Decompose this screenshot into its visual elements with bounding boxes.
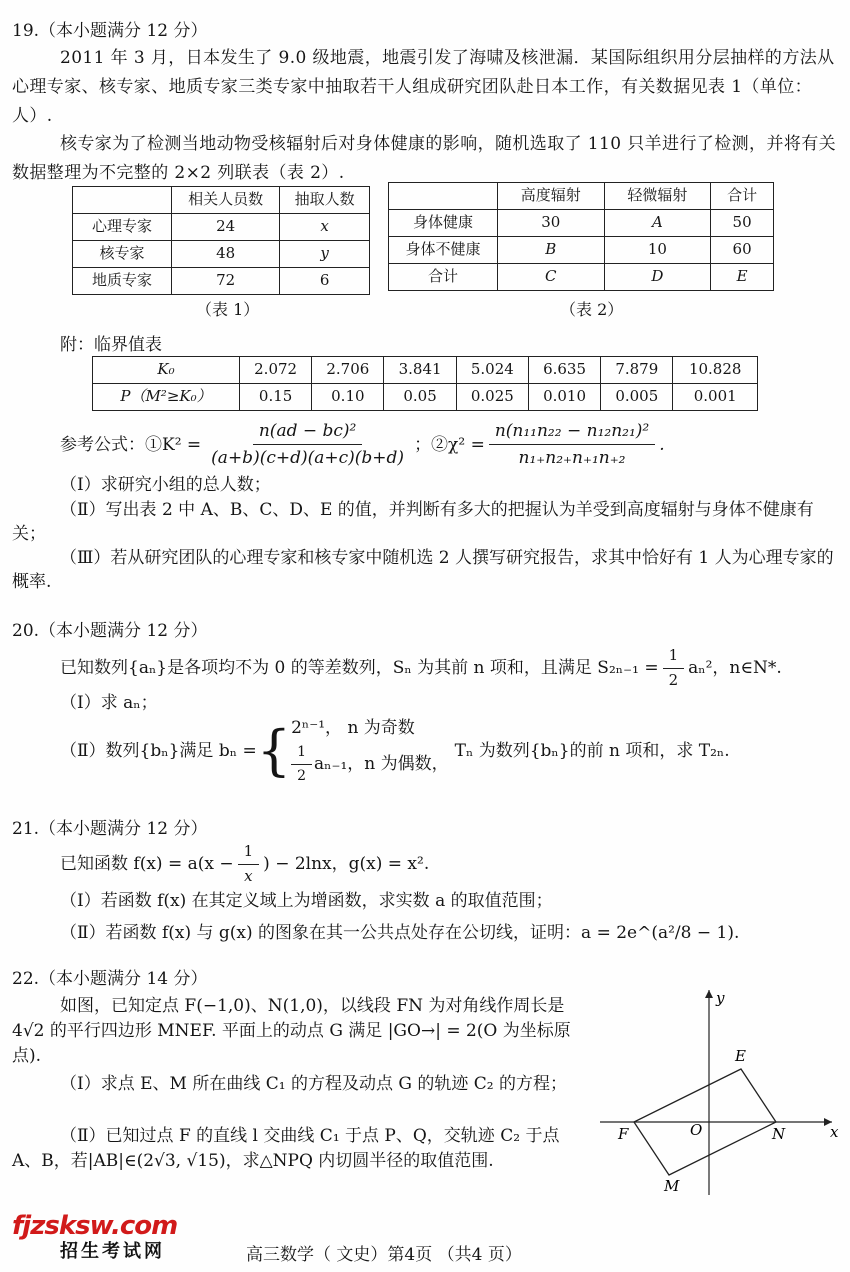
table-cell: 10 [604,237,711,264]
site-logo-subtitle: 招生考试网 [60,1241,165,1262]
table-cell: 2.072 [240,357,312,384]
table-cell: 3.841 [384,357,456,384]
table-cell: 2.706 [312,357,384,384]
fraction-numerator: 1 [663,646,685,669]
formula-2-denominator: n₁₊n₂₊n₊₁n₊₂ [518,448,626,469]
q20-heading: 20.（本小题满分 12 分） [12,621,208,641]
q21-heading: 21.（本小题满分 12 分） [12,819,208,839]
half-fraction [291,743,312,784]
one-over-x-fraction [238,842,260,886]
half-fraction [663,646,685,690]
table-cell: y [280,241,370,268]
q20-text-a: 已知数列{aₙ}是各项均不为 0 的等差数列，Sₙ 为其前 n 项和，且满足 S₂ₙ₋₁ = [60,657,659,678]
table-row [73,214,370,241]
case-even-text: aₙ₋₁，n 为偶数， [314,754,449,774]
table-header: 合计 [711,183,774,210]
piecewise-cases [291,717,449,784]
q19-paragraph-1: 2011 年 3 月，日本发生了 9.0 级地震，地震引发了海啸及核泄漏．某国际组织用分层抽样的方法从心理专家、核专家、地质专家三类专家中抽取若干人组成研究团队赴日本工作，有关数据见表 1（单位：人）. [12,48,835,126]
table-cell: 0.001 [673,384,758,411]
q20-sub-2-text-a: （Ⅱ）数列{bₙ}满足 bₙ = [60,740,257,761]
table-2-caption: （表 2） [560,300,624,319]
table-row [93,384,758,411]
table-cell [73,187,172,214]
table-cell: 60 [711,237,774,264]
table-1 [72,186,370,295]
table-cell: B [498,237,605,264]
table-cell: 10.828 [673,357,758,384]
table-cell: 0.025 [456,384,528,411]
table-cell: 0.10 [312,384,384,411]
formula-separator: ；②χ² = [414,434,485,455]
table-2 [388,182,774,291]
fraction-denominator: 2 [297,767,306,784]
formula-label: 参考公式：①K² = [60,434,202,455]
table-row [73,187,370,214]
table-cell: 地质专家 [73,268,172,295]
table-1-caption: （表 1） [196,300,260,319]
x-axis-label: x [830,1123,839,1141]
table-cell: 0.15 [240,384,312,411]
table-cell: 5.024 [456,357,528,384]
point-f-label: F [618,1125,629,1143]
table-cell: 身体健康 [389,210,498,237]
table-cell: 合计 [389,264,498,291]
q20-sub-1: （Ⅰ）求 aₙ； [60,693,158,713]
table-cell: 0.05 [384,384,456,411]
reference-formula [60,420,665,469]
table-cell: x [280,214,370,241]
point-e-label: E [735,1047,746,1065]
table-cell: 核专家 [73,241,172,268]
fraction-denominator: 2 [668,670,679,689]
fraction-denominator: x [244,866,253,885]
q20-sub-2-text-b: Tₙ 为数列{bₙ}的前 n 项和，求 T₂ₙ. [454,740,730,761]
q21-paragraph [60,842,429,886]
table-header: 抽取人数 [280,187,370,214]
coordinate-figure [600,985,845,1200]
q19-sub-2: （Ⅱ）写出表 2 中 A、B、C、D、E 的值，并判断有多大的把握认为羊受到高度辐射与身体不健康有关； [12,500,814,544]
table-cell: 身体不健康 [389,237,498,264]
table-cell: C [498,264,605,291]
point-m-label: M [664,1177,680,1195]
table-cell: D [604,264,711,291]
table-row [93,357,758,384]
table-cell: 0.010 [528,384,600,411]
table-row [389,210,774,237]
site-logo: fjzsksw.com [12,1211,178,1241]
page-footer: 高三数学（ 文史）第4页 （共4 页） [246,1245,522,1265]
q21-text-a: 已知函数 f(x) = a(x − [60,853,234,874]
table-cell: 心理专家 [73,214,172,241]
table-cell: 72 [172,268,280,295]
q20-sub-2 [60,716,730,786]
case-even [291,743,449,784]
q19-heading: 19.（本小题满分 12 分） [12,21,208,41]
table-row [389,237,774,264]
table-cell: 24 [172,214,280,241]
q20-text-b: aₙ²，n∈N*. [688,657,782,678]
q22-sub-2: （Ⅱ）已知过点 F 的直线 l 交曲线 C₁ 于点 P、Q，交轨迹 C₂ 于点 A、B，若|AB|∈(2√3, √15)，求△NPQ 内切圆半径的取值范围. [12,1126,560,1171]
formula-2 [489,420,655,469]
table-row [389,183,774,210]
q19-sub-3: （Ⅲ）若从研究团队的心理专家和核专家中随机选 2 人撰写研究报告，求其中恰好有 1 人为心理专家的概率. [12,548,834,592]
table-cell: 6.635 [528,357,600,384]
case-odd: 2ⁿ⁻¹， n 为奇数 [291,718,415,739]
table-cell [389,183,498,210]
table-header: K₀ [93,357,240,384]
q21-sub-2: （Ⅱ）若函数 f(x) 与 g(x) 的图象在其一公共点处存在公切线，证明：a = 2e^(a²/8 − 1). [60,923,740,943]
fraction-numerator: 1 [238,842,260,865]
table-cell: A [604,210,711,237]
q22-heading: 22.（本小题满分 14 分） [12,969,208,989]
formula-2-numerator: n(n₁₁n₂₂ − n₁₂n₂₁)² [489,420,655,445]
formula-1-numerator: n(ad − bc)² [253,420,363,445]
table-cell: 30 [498,210,605,237]
q20-paragraph [60,646,782,690]
critical-value-table [92,356,758,411]
table-cell: E [711,264,774,291]
formula-1 [205,420,410,469]
y-axis-arrow-icon [705,990,713,998]
formula-1-denominator: (a+b)(c+d)(a+c)(b+d) [211,448,405,469]
left-brace-icon: { [256,719,292,782]
table-cell: 6 [280,268,370,295]
table-row [73,268,370,295]
table-cell: 7.879 [601,357,673,384]
table-header: 高度辐射 [498,183,605,210]
table-cell: 0.005 [601,384,673,411]
y-axis-label: y [716,989,725,1007]
table-cell: 50 [711,210,774,237]
q21-text-b: ) − 2lnx，g(x) = x². [263,853,430,874]
table-header: 相关人员数 [172,187,280,214]
q21-sub-1: （Ⅰ）若函数 f(x) 在其定义域上为增函数，求实数 a 的取值范围； [60,891,553,911]
table-header: P（M²≥K₀） [93,384,240,411]
table-row [73,241,370,268]
q22-paragraph: 如图，已知定点 F(−1,0)、N(1,0)，以线段 FN 为对角线作周长是 4√2 的平行四边形 MNEF. 平面上的动点 G 满足 |GO→| = 2(O 为坐标原点). [12,996,571,1066]
critical-value-title: 附：临界值表 [60,335,162,355]
q22-sub-1: （Ⅰ）求点 E、M 所在曲线 C₁ 的方程及动点 G 的轨迹 C₂ 的方程； [60,1074,567,1094]
fraction-numerator: 1 [291,743,312,764]
q19-sub-1: （Ⅰ）求研究小组的总人数； [60,475,271,495]
formula-end: . [659,434,665,455]
table-cell: 48 [172,241,280,268]
table-row [389,264,774,291]
point-n-label: N [772,1125,786,1143]
table-header: 轻微辐射 [604,183,711,210]
point-o-label: O [690,1121,703,1139]
q19-paragraph-2: 核专家为了检测当地动物受核辐射后对身体健康的影响，随机选取了 110 只羊进行了检测，并将有关数据整理为不完整的 2×2 列联表（表 2）. [12,134,837,183]
